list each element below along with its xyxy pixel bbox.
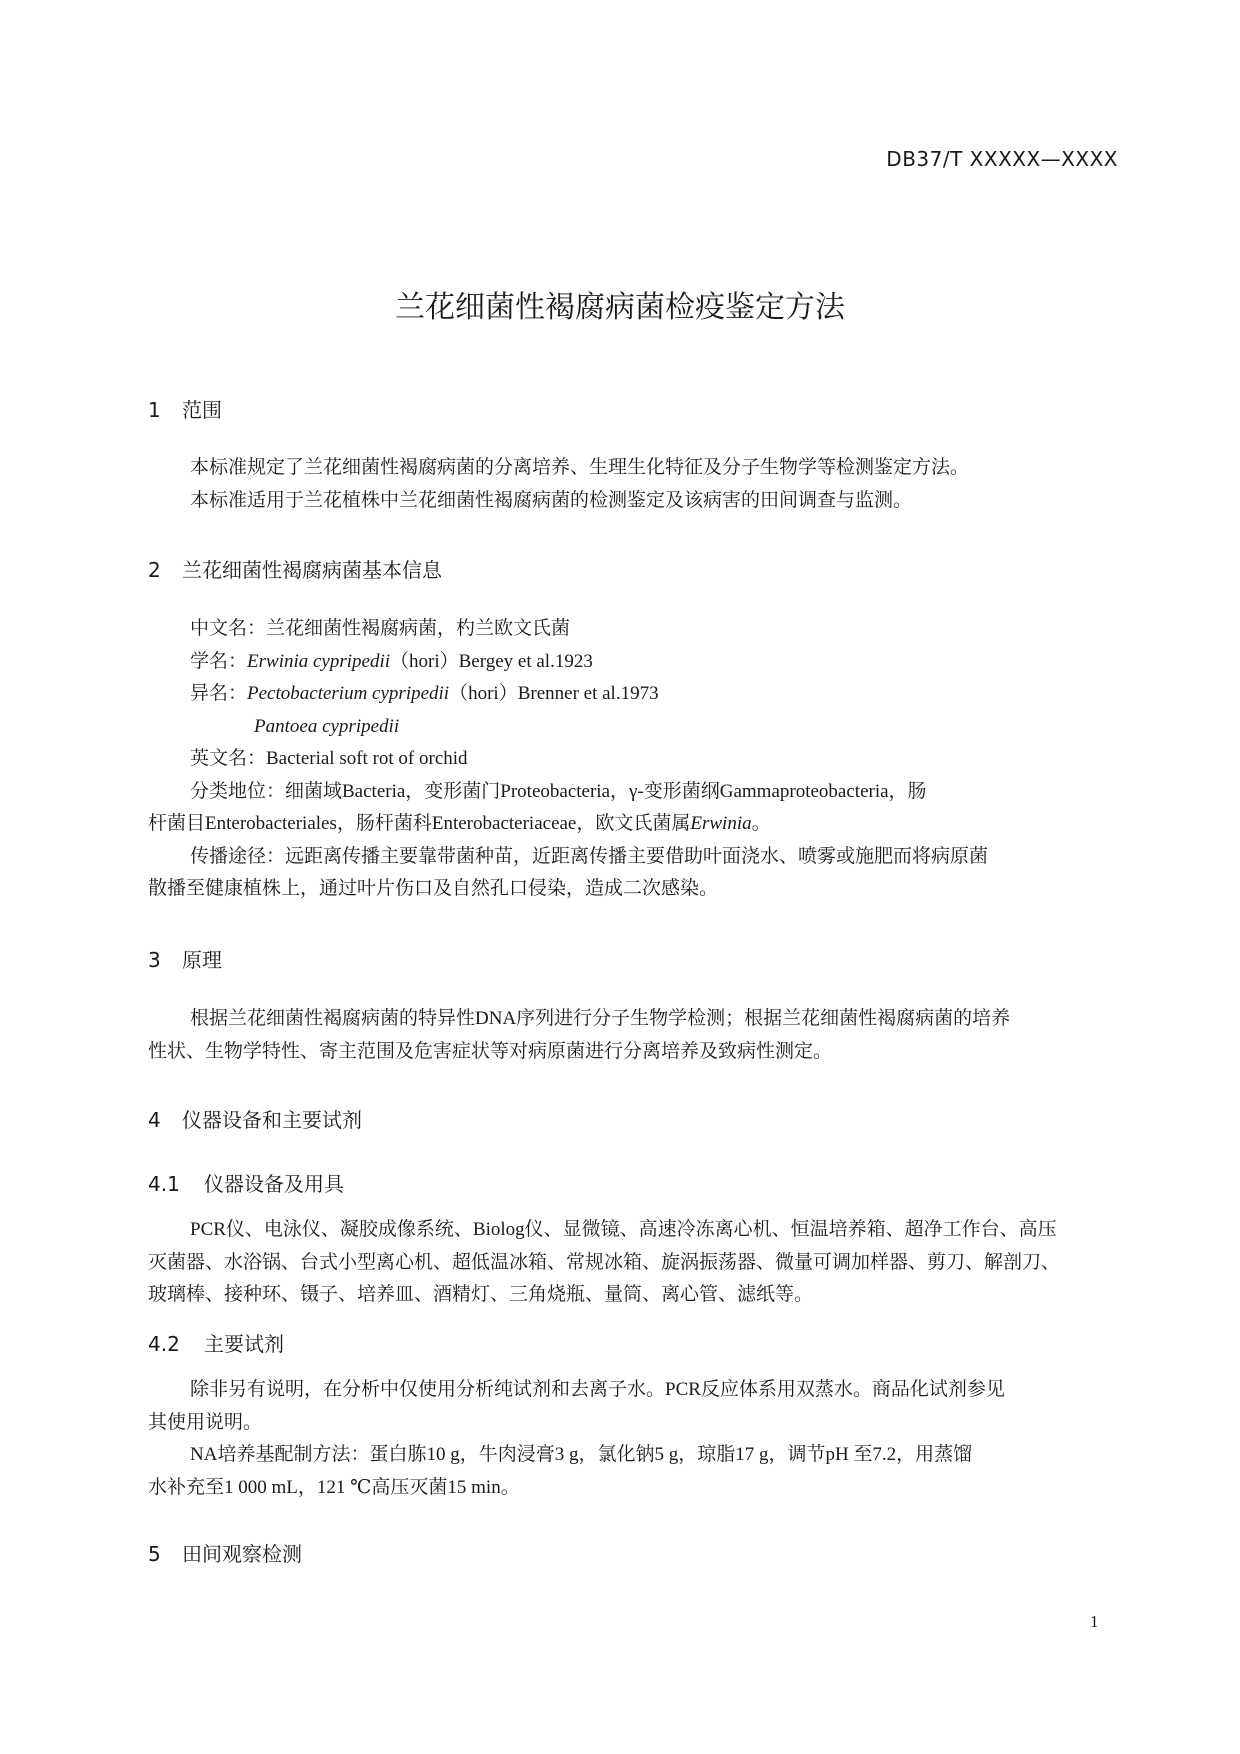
- section-5-heading: [148, 1538, 302, 1567]
- taxonomy-line-1: 分类地位：细菌域Bacteria，变形菌门Proteobacteria，γ-变形菌纲Gammaproteobacteria，肠: [190, 780, 927, 802]
- paragraph-line: 根据兰花细菌性褐腐病菌的特异性DNA序列进行分子生物学检测；根据兰花细菌性褐腐病菌的培养: [190, 1008, 1011, 1029]
- section-title: 仪器设备及用具: [204, 1172, 344, 1196]
- section-number: 4: [148, 1108, 161, 1132]
- paragraph-line: NA培养基配制方法：蛋白胨10 g，牛肉浸膏3 g，氯化钠5 g，琼脂17 g，调节pH 至7.2，用蒸馏: [190, 1444, 973, 1465]
- standard-code: DB37/T XXXXX—XXXX: [886, 147, 1118, 171]
- paragraph-line: 玻璃棒、接种环、镊子、培养皿、酒精灯、三角烧瓶、量筒、离心管、滤纸等。: [148, 1284, 814, 1305]
- english-name-line: 英文名：Bacterial soft rot of orchid: [190, 748, 468, 769]
- section-number: 3: [148, 948, 161, 972]
- synonym-line: 异名：Pectobacterium cypripedii（hori）Brenner et al.1973: [190, 683, 659, 704]
- section-1-heading: [148, 394, 222, 423]
- spread-line-2: 散播至健康植株上，通过叶片伤口及自然孔口侵染，造成二次感染。: [148, 878, 719, 899]
- section-number: 4.2: [148, 1332, 180, 1356]
- section-4-heading: [148, 1104, 362, 1133]
- section-4-1-body: [148, 1214, 1116, 1312]
- section-title: 范围: [182, 398, 222, 422]
- paragraph: 本标准适用于兰花植株中兰花细菌性褐腐病菌的检测鉴定及该病害的田间调查与监测。: [190, 489, 913, 511]
- paragraph-line: PCR仪、电泳仪、凝胶成像系统、Biolog仪、显微镜、高速冷冻离心机、恒温培养箱、超净工作台、高压: [190, 1219, 1057, 1240]
- taxonomy-line-2: 杆菌目Enterobacteriales，肠杆菌科Enterobacteriaceae，欧文氏菌属Erwinia。: [148, 813, 771, 834]
- page-number: 1: [1090, 1612, 1099, 1631]
- section-title: 仪器设备和主要试剂: [182, 1108, 362, 1132]
- paragraph-line: 性状、生物学特性、寄主范围及危害症状等对病原菌进行分离培养及致病性测定。: [148, 1040, 833, 1062]
- section-title: 原理: [182, 948, 222, 972]
- paragraph: 本标准规定了兰花细菌性褐腐病菌的分离培养、生理生化特征及分子生物学等检测鉴定方法。: [190, 457, 970, 478]
- document-title: 兰花细菌性褐腐病菌检疫鉴定方法: [395, 290, 845, 325]
- section-4-1-heading: [148, 1168, 344, 1197]
- section-2-heading: [148, 554, 442, 583]
- paragraph-line: 除非另有说明，在分析中仅使用分析纯试剂和去离子水。PCR反应体系用双蒸水。商品化试剂参见: [190, 1379, 1005, 1400]
- section-title: 兰花细菌性褐腐病菌基本信息: [182, 558, 442, 582]
- section-3-heading: [148, 944, 222, 973]
- paragraph-line: 水补充至1 000 mL，121 ℃高压灭菌15 min。: [148, 1476, 520, 1498]
- genus-name: Erwinia: [690, 813, 752, 834]
- section-3-body: [148, 1003, 1116, 1068]
- section-number: 2: [148, 558, 161, 582]
- section-number: 1: [148, 398, 161, 422]
- section-4-2-body: [148, 1374, 1116, 1504]
- spread-line-1: 传播途径：远距离传播主要靠带菌种苗，近距离传播主要借助叶面浇水、喷雾或施肥而将病原菌: [190, 845, 989, 867]
- section-title: 主要试剂: [204, 1332, 284, 1356]
- synonym-1: Pectobacterium cypripedii: [247, 683, 450, 704]
- section-4-2-heading: [148, 1328, 284, 1357]
- chinese-name-line: 中文名：兰花细菌性褐腐病菌，杓兰欧文氏菌: [190, 618, 571, 639]
- section-2-body: [148, 613, 1116, 906]
- scientific-name-line: 学名：Erwinia cypripedii（hori）Bergey et al.1923: [190, 650, 593, 672]
- paragraph-line: 灭菌器、水浴锅、台式小型离心机、超低温冰箱、常规冰箱、旋涡振荡器、微量可调加样器、剪刀、解剖刀、: [148, 1251, 1061, 1273]
- scientific-name: Erwinia cypripedii: [247, 650, 391, 672]
- section-1-body: [148, 452, 1116, 517]
- paragraph-line: 其使用说明。: [148, 1411, 263, 1433]
- section-title: 田间观察检测: [182, 1542, 302, 1566]
- section-number: 5: [148, 1542, 161, 1566]
- section-number: 4.1: [148, 1172, 180, 1196]
- synonym-2: Pantoea cypripedii: [254, 715, 400, 737]
